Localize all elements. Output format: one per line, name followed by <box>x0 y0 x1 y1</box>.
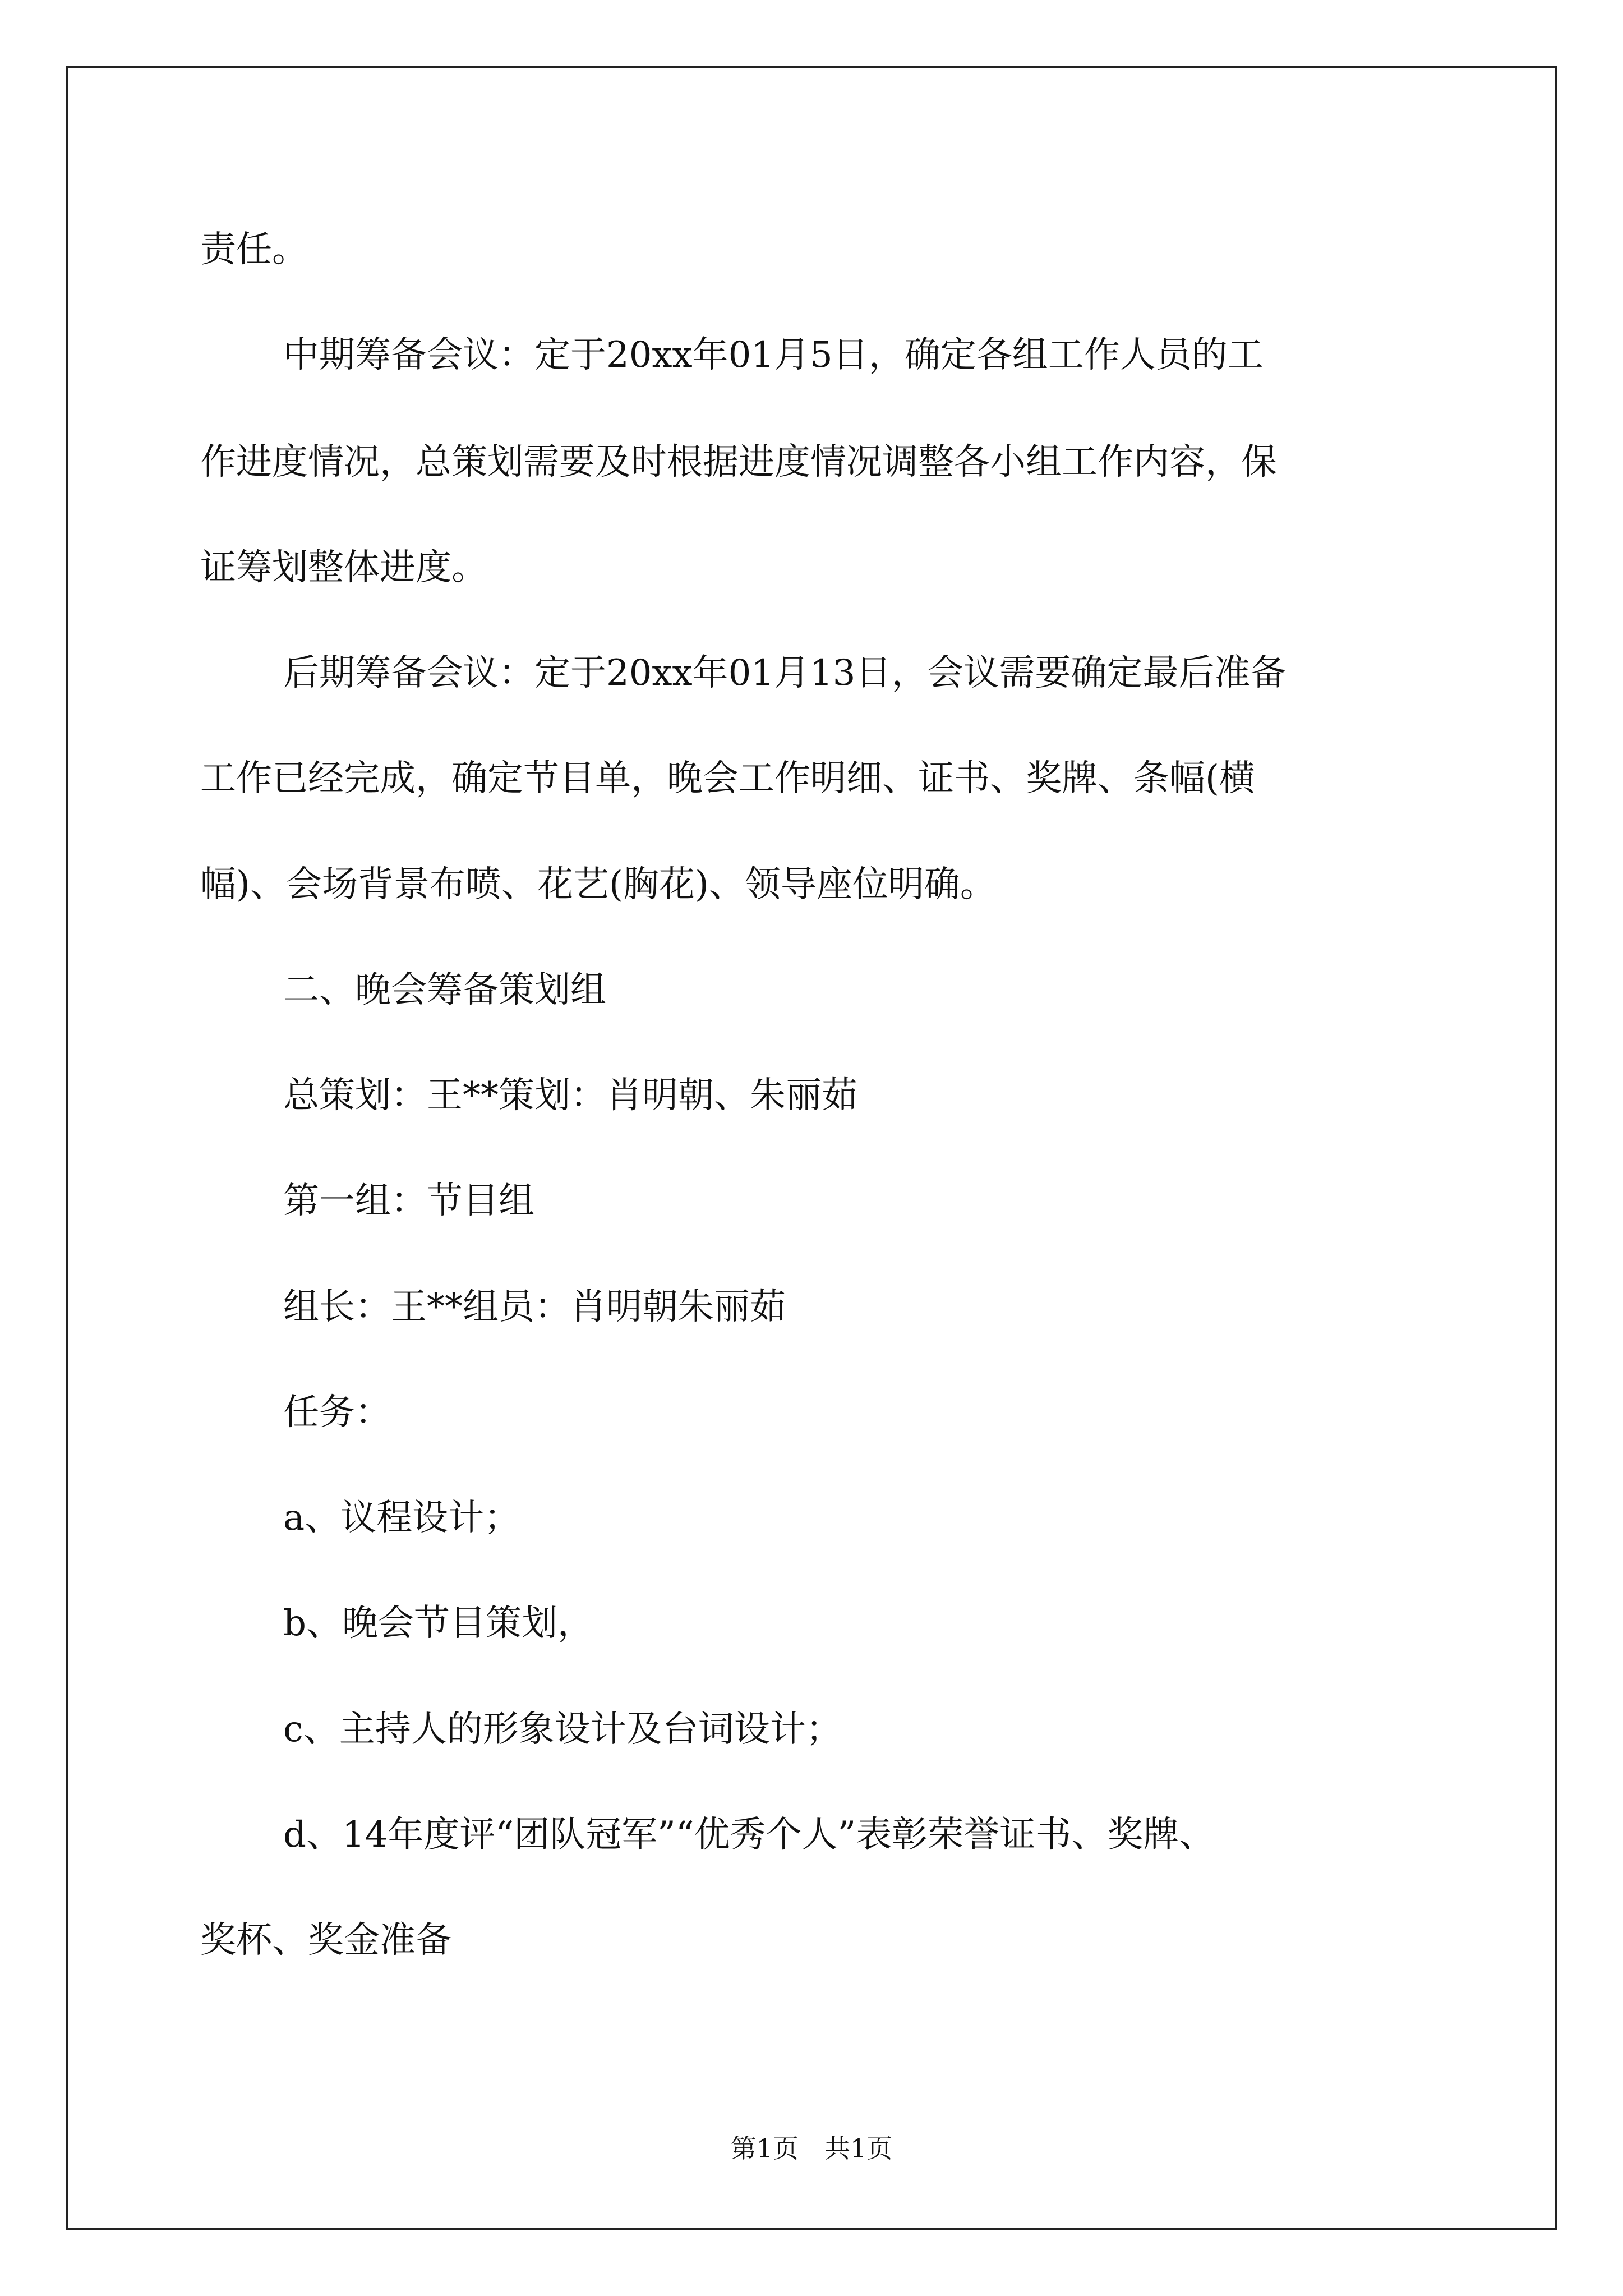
page-footer: 第1页 共1页 <box>730 2133 893 2164</box>
text-line: 奖杯、奖金准备 <box>200 1920 451 1961</box>
text-line: 证筹划整体进度。 <box>200 547 487 588</box>
text-line: 第一组：节目组 <box>283 1180 534 1222</box>
text-line: 组长：王**组员：肖明朝朱丽茹 <box>283 1286 786 1328</box>
text-line: 幅)、会场背景布喷、花艺(胸花)、领导座位明确。 <box>200 864 996 905</box>
text-line: 作进度情况，总策划需要及时根据进度情况调整各小组工作内容，保 <box>200 441 1277 483</box>
list-item: b、晚会节目策划， <box>283 1603 593 1644</box>
list-item: d、14年度评“团队冠军”“优秀个人”表彰荣誉证书、奖牌、 <box>283 1814 1215 1856</box>
text-line: 总策划：王**策划：肖明朝、朱丽茹 <box>283 1075 857 1116</box>
text-line: 工作已经完成，确定节目单，晚会工作明细、证书、奖牌、条幅(横 <box>200 758 1255 799</box>
text-line: 任务： <box>283 1392 391 1433</box>
list-item: a、议程设计； <box>283 1497 520 1539</box>
section-heading: 二、晚会筹备策划组 <box>283 969 606 1011</box>
text-line: 中期筹备会议：定于20xx年01月5日，确定各组工作人员的工 <box>283 334 1264 376</box>
text-line: 责任。 <box>200 229 308 270</box>
list-item: c、主持人的形象设计及台词设计； <box>283 1709 842 1750</box>
page-border <box>66 66 1557 2230</box>
text-line: 后期筹备会议：定于20xx年01月13日，会议需要确定最后准备 <box>283 652 1287 694</box>
